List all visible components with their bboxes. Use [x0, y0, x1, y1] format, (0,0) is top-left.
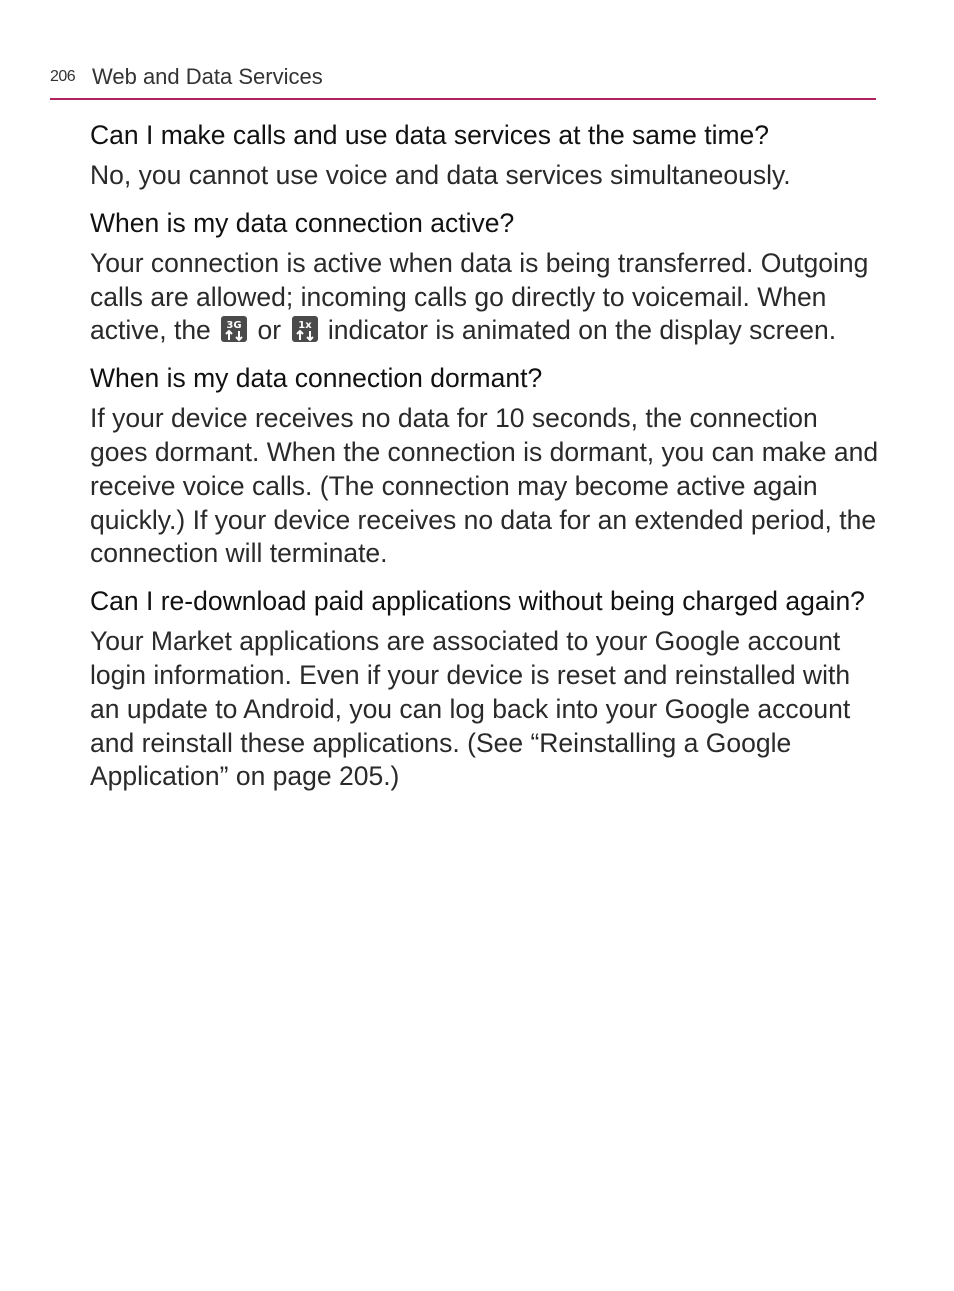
3g-data-indicator-icon — [220, 315, 248, 343]
1x-data-indicator-icon — [291, 315, 319, 343]
page-header — [50, 62, 876, 100]
3g-icon-label: 3G — [226, 320, 242, 332]
section-title: Web and Data Services — [92, 64, 323, 89]
faq-answer-2-part2: indicator is animated on the display screen. — [327, 315, 837, 346]
faq-answer-4: Your Market applications are associated to your Google account login information. Even if your device is reset and reinstalled with an update to Android, you can log back into your Google account and reinstall these applications. (See “Reinstalling a Google Application” on page 205.) — [90, 626, 851, 792]
faq-content — [90, 118, 880, 807]
faq-answer-3: If your device receives no data for 10 seconds, the connection goes dormant. When the connection is dormant, you can make and receive voice calls. (The connection may become active again quickly.) If your device receives no data for an extended period, the connection will terminate. — [90, 403, 879, 569]
page-number: 206 — [50, 68, 76, 85]
faq-answer-2 — [90, 247, 880, 348]
faq-question-4: Can I re-download paid applications without being charged again? — [90, 586, 865, 617]
1x-icon-label: 1x — [297, 320, 312, 332]
faq-answer-2-or: or — [257, 315, 282, 346]
faq-answer-1: No, you cannot use voice and data services simultaneously. — [90, 160, 791, 190]
faq-question-2: When is my data connection active? — [90, 207, 515, 238]
faq-question-3: When is my data connection dormant? — [90, 363, 543, 394]
faq-answer-2-part1: Your connection is active when data is being transferred. Outgoing calls are allowed; incoming calls go directly to voicemail. When active, the — [90, 247, 869, 346]
faq-question-1: Can I make calls and use data services at the same time? — [90, 120, 770, 150]
